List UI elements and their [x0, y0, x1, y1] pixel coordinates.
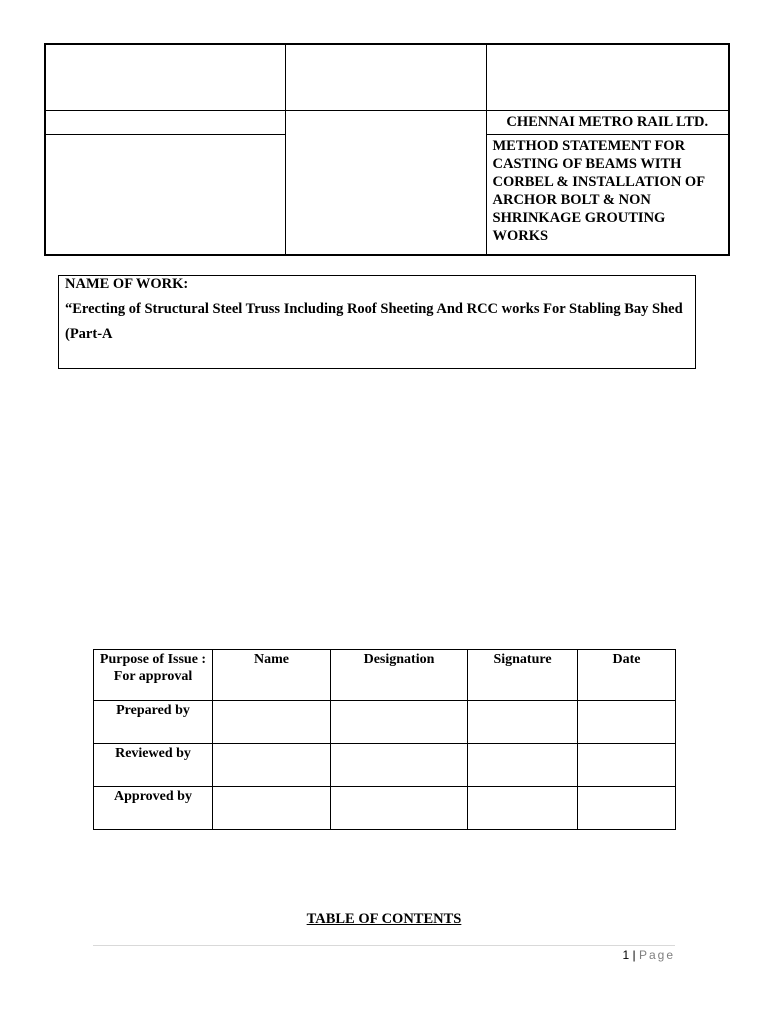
column-header-date: Date — [578, 650, 676, 701]
table-row — [94, 701, 676, 744]
table-cell — [468, 701, 578, 744]
table-cell — [213, 744, 331, 787]
page-footer — [622, 948, 675, 962]
table-cell — [578, 701, 676, 744]
table-cell — [578, 744, 676, 787]
header-cell-blank — [45, 110, 285, 134]
table-cell — [213, 701, 331, 744]
table-cell — [331, 744, 468, 787]
table-cell — [331, 701, 468, 744]
column-header-signature: Signature — [468, 650, 578, 701]
column-header-purpose: Purpose of Issue : For approval — [94, 650, 213, 701]
column-header-name: Name — [213, 650, 331, 701]
table-cell — [331, 787, 468, 830]
header-cell-logo-left — [45, 44, 285, 110]
header-cell-logo-middle — [285, 44, 486, 110]
name-of-work-description: “Erecting of Structural Steel Truss Including Roof Sheeting And RCC works For Stabling Bay Shed (Part-A — [65, 301, 683, 342]
table-row — [94, 787, 676, 830]
name-of-work-box — [58, 275, 696, 369]
document-header-table — [44, 43, 730, 256]
page-number: 1 — [622, 948, 630, 962]
header-cell-blank-lower — [45, 134, 285, 255]
footer-divider — [93, 945, 675, 946]
method-statement-title: METHOD STATEMENT FOR CASTING OF BEAMS WITH CORBEL & INSTALLATION OF ARCHOR BOLT & NON SHRINKAGE GROUTING WORKS — [486, 134, 729, 255]
company-name: CHENNAI METRO RAIL LTD. — [486, 110, 729, 134]
table-row — [94, 744, 676, 787]
row-label-reviewed-by: Reviewed by — [94, 744, 213, 787]
table-cell — [468, 787, 578, 830]
table-cell — [213, 787, 331, 830]
table-of-contents-heading: TABLE OF CONTENTS — [306, 911, 462, 927]
page-separator: | — [632, 948, 636, 962]
table-cell — [468, 744, 578, 787]
row-label-approved-by: Approved by — [94, 787, 213, 830]
page-label: Page — [638, 948, 675, 962]
table-cell — [578, 787, 676, 830]
name-of-work-label: NAME OF WORK: — [65, 276, 189, 292]
header-cell-logo-right — [486, 44, 729, 110]
column-header-designation: Designation — [331, 650, 468, 701]
approval-table — [93, 649, 676, 830]
header-cell-center — [285, 110, 486, 255]
row-label-prepared-by: Prepared by — [94, 701, 213, 744]
